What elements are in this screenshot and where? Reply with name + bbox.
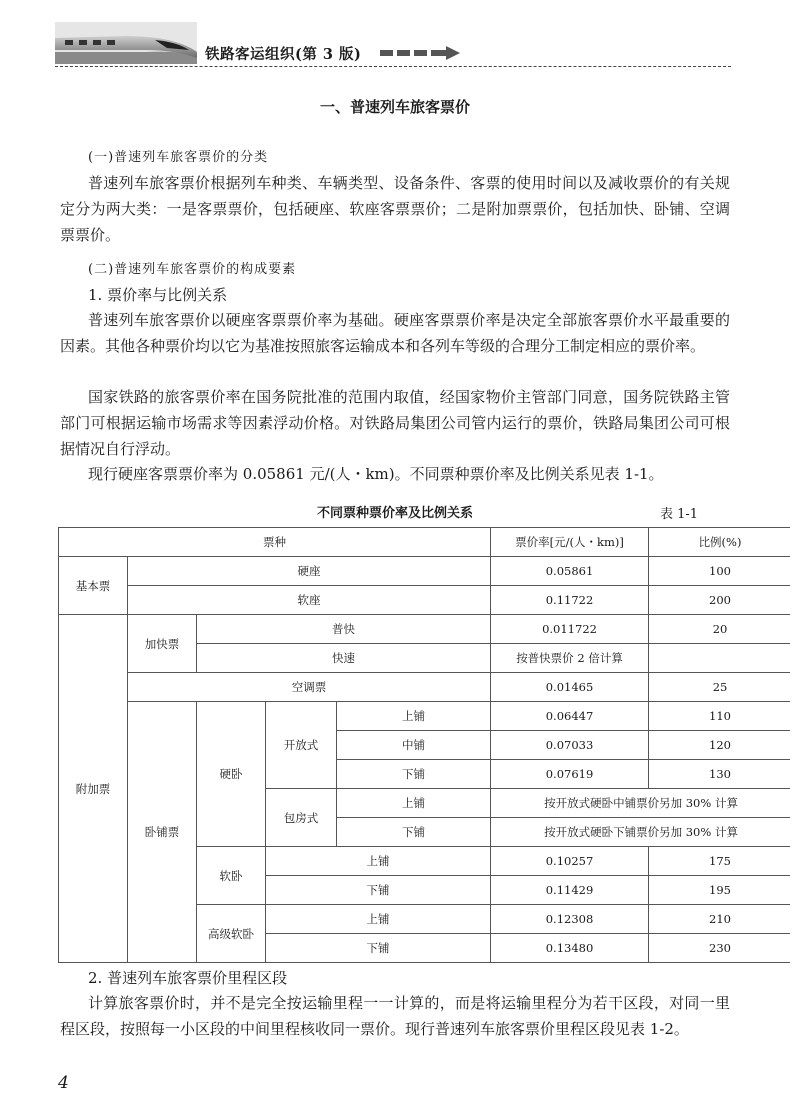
table-cell: 下铺 <box>337 760 491 789</box>
table-cell: 普快 <box>197 615 491 644</box>
table-row <box>59 528 790 557</box>
table-caption: 不同票种票价率及比例关系 <box>316 506 473 521</box>
item-heading: 2. 普速列车旅客票价里程区段 <box>88 969 288 987</box>
table-cell: 200 <box>649 586 790 615</box>
table-cell: 按开放式硬卧中铺票价另加 30% 计算 <box>491 789 790 818</box>
table-cell: 0.13480 <box>491 934 649 963</box>
table-cell: 包房式 <box>266 789 337 847</box>
table-cell <box>649 644 790 673</box>
subsection-heading: (一)普速列车旅客票价的分类 <box>88 150 269 165</box>
paragraph: 普速列车旅客票价根据列车种类、车辆类型、设备条件、客票的使用时间以及减收票价的有关规定分为两大类：一是客票票价，包括硬座、软座客票票价；二是附加票票价，包括加快、卧铺、空调票票价。 <box>60 174 730 244</box>
table-cell: 按普快票价 2 倍计算 <box>491 644 649 673</box>
paragraph: 现行硬座客票票价率为 0.05861 元/(人・km)。不同票种票价率及比例关系见表 1-1。 <box>88 465 664 483</box>
subsection-heading: (二)普速列车旅客票价的构成要素 <box>88 262 297 277</box>
arrow-decoration-icon <box>380 46 460 60</box>
table-row <box>59 702 790 731</box>
table-cell: 20 <box>649 615 790 644</box>
table-cell: 快速 <box>197 644 491 673</box>
paragraph: 普速列车旅客票价以硬座客票票价率为基础。硬座客票票价率是决定全部旅客票价水平最重要的因素。其他各种票价均以它为基准按照旅客运输成本和各列车等级的合理分工制定相应的票价率。 <box>60 311 730 355</box>
table-cell: 25 <box>649 673 790 702</box>
table-cell: 高级软卧 <box>197 905 266 963</box>
table-cell: 0.06447 <box>491 702 649 731</box>
table-cell: 卧铺票 <box>128 702 197 963</box>
table-cell: 0.011722 <box>491 615 649 644</box>
header-cell: 票种 <box>59 528 491 557</box>
table-cell: 空调票 <box>128 673 491 702</box>
table-cell: 软卧 <box>197 847 266 905</box>
table-cell: 0.10257 <box>491 847 649 876</box>
table-cell: 230 <box>649 934 790 963</box>
table-cell: 120 <box>649 731 790 760</box>
table-cell: 0.01465 <box>491 673 649 702</box>
table-cell: 210 <box>649 905 790 934</box>
table-cell: 0.05861 <box>491 557 649 586</box>
table-cell: 基本票 <box>59 557 128 615</box>
header-cell: 票价率[元/(人・km)] <box>491 528 649 557</box>
table-cell: 100 <box>649 557 790 586</box>
item-heading: 1. 票价率与比例关系 <box>88 286 228 304</box>
page-number: 4 <box>58 1073 69 1093</box>
section-title: 一、普速列车旅客票价 <box>319 98 470 116</box>
table-cell: 0.12308 <box>491 905 649 934</box>
table-cell: 195 <box>649 876 790 905</box>
table-cell: 上铺 <box>337 789 491 818</box>
table-row <box>59 673 790 702</box>
paragraph: 计算旅客票价时，并不是完全按运输里程一一计算的，而是将运输里程分为若干区段，对同一里程区段，按照每一小区段的中间里程核收同一票价。现行普速列车旅客票价里程区段见表 1-2。 <box>60 994 730 1038</box>
table-row <box>59 615 790 644</box>
table-cell: 下铺 <box>266 934 491 963</box>
table-cell: 下铺 <box>337 818 491 847</box>
table-cell: 下铺 <box>266 876 491 905</box>
table-cell: 上铺 <box>266 847 491 876</box>
table-cell: 130 <box>649 760 790 789</box>
table-cell: 上铺 <box>337 702 491 731</box>
table-row <box>59 557 790 586</box>
table-cell: 附加票 <box>59 615 128 963</box>
header-cell: 比例(%) <box>649 528 790 557</box>
table-cell: 按开放式硬卧下铺票价另加 30% 计算 <box>491 818 790 847</box>
table-cell: 硬卧 <box>197 702 266 847</box>
table-row <box>59 586 790 615</box>
table-cell: 0.11429 <box>491 876 649 905</box>
table-cell: 上铺 <box>266 905 491 934</box>
paragraph: 国家铁路的旅客票价率在国务院批准的范围内取值，经国家物价主管部门同意，国务院铁路主管部门可根据运输市场需求等因素浮动价格。对铁路局集团公司管内运行的票价，铁路局集团公司可根据情况自行浮动。 <box>60 388 730 458</box>
table-cell: 软座 <box>128 586 491 615</box>
table-cell: 开放式 <box>266 702 337 789</box>
table-cell: 硬座 <box>128 557 491 586</box>
table-cell: 中铺 <box>337 731 491 760</box>
fare-table <box>58 527 790 963</box>
table-cell: 0.07619 <box>491 760 649 789</box>
book-title: 铁路客运组织(第 3 版) <box>205 46 362 63</box>
page-header <box>0 0 790 72</box>
train-icon <box>55 22 197 64</box>
table-number: 表 1-1 <box>660 507 699 522</box>
table-cell: 0.11722 <box>491 586 649 615</box>
table-cell: 0.07033 <box>491 731 649 760</box>
table-cell: 175 <box>649 847 790 876</box>
header-rule <box>55 66 731 67</box>
table-cell: 110 <box>649 702 790 731</box>
table-cell: 加快票 <box>128 615 197 673</box>
